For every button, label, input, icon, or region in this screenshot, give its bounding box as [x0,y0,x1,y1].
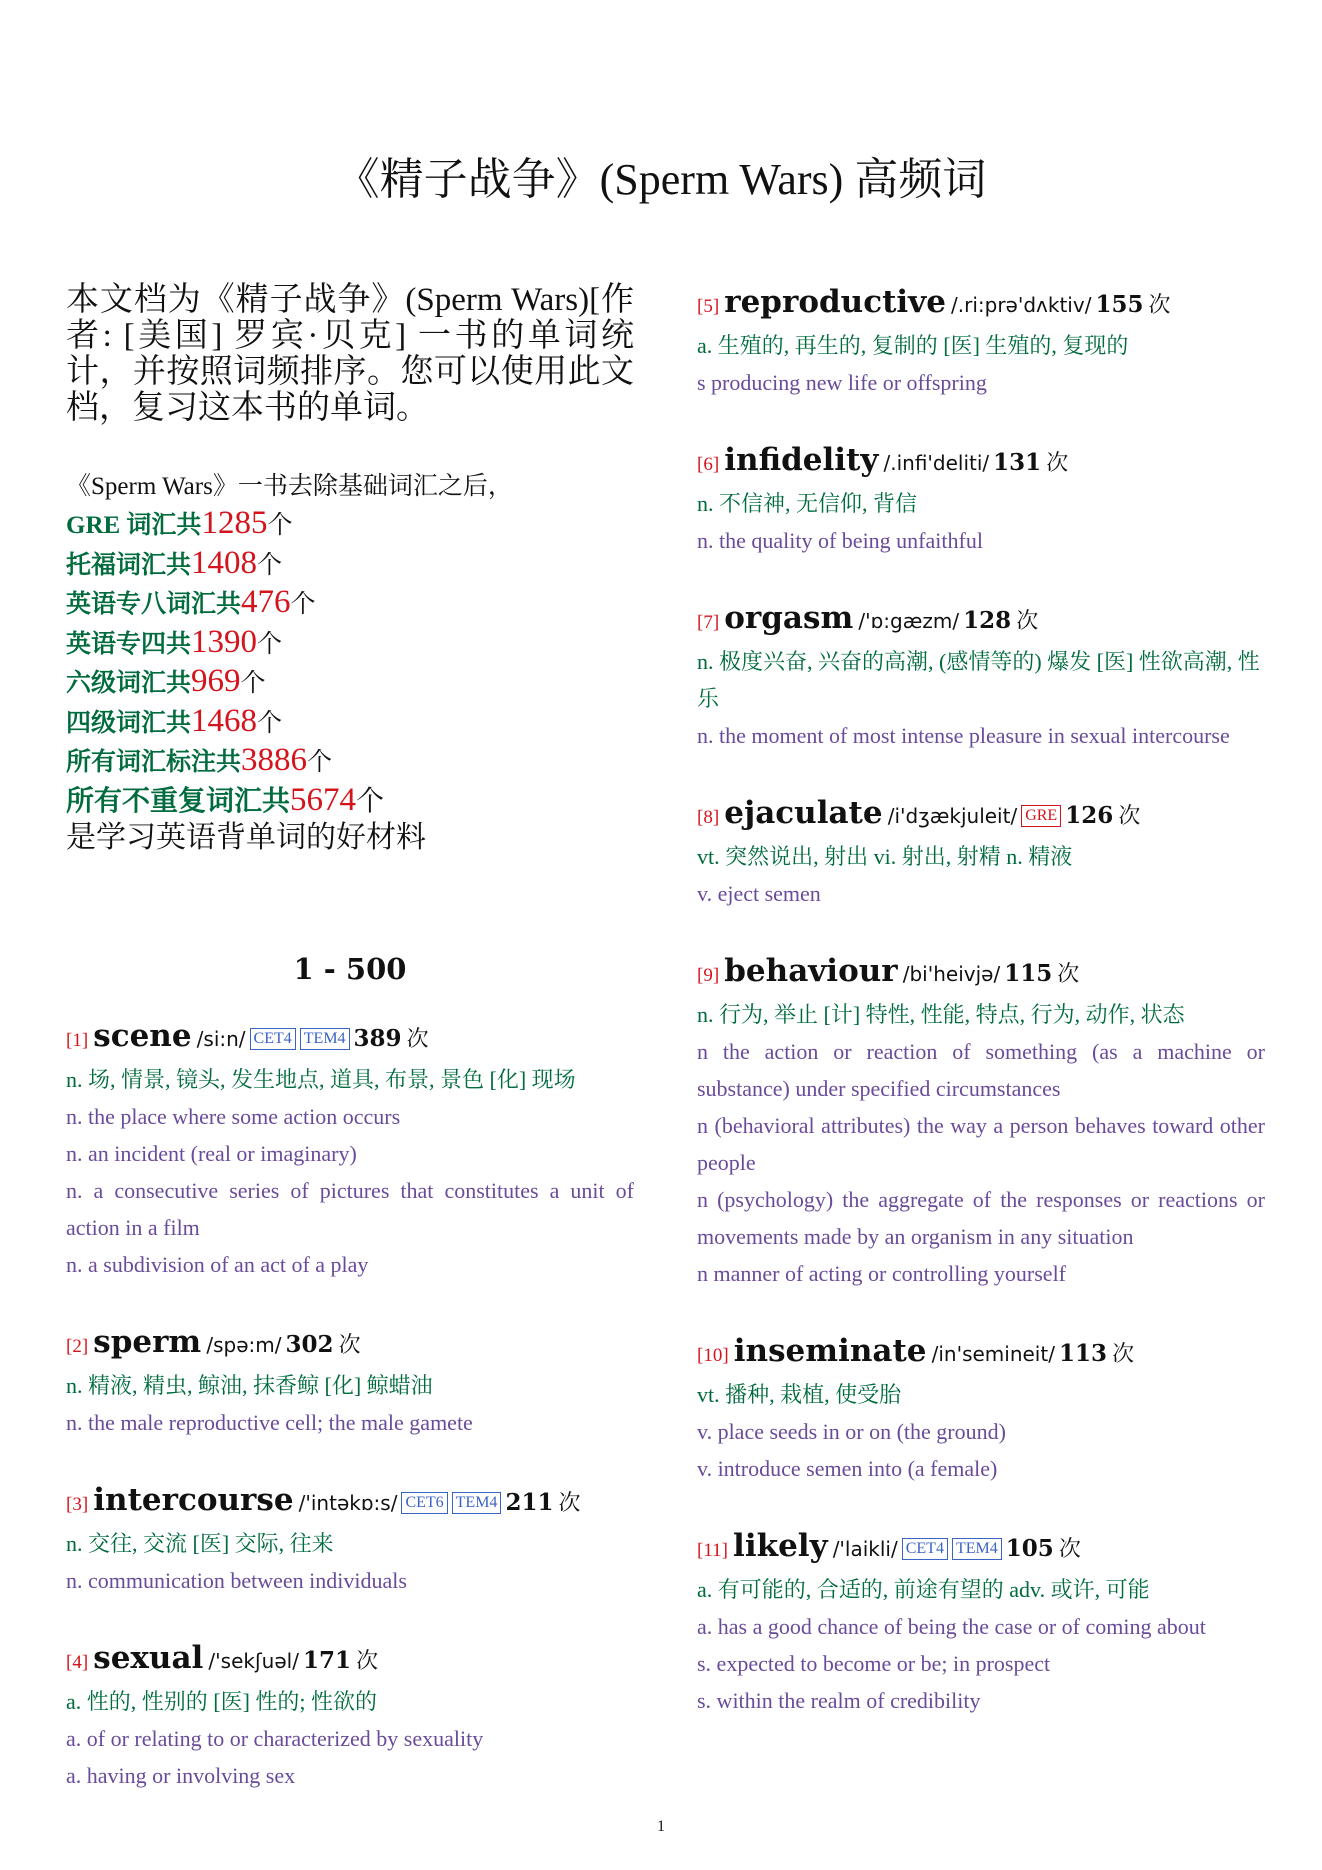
entry-index: [4] [66,1652,89,1673]
entry-header [697,951,1265,996]
stat-count: 3886 [241,742,308,778]
frequency-unit: 次 [1112,1341,1135,1366]
stat-count: 1408 [191,544,258,581]
entry-index: [10] [697,1345,729,1366]
entry-index: [1] [66,1030,89,1051]
entry-header [697,598,1265,643]
frequency-unit: 次 [356,1648,379,1673]
stat-label: 所有词汇标注共 [66,749,242,776]
entry-index: [8] [697,807,720,828]
english-definition: n (behavioral attributes) the way a person behaves toward other people [697,1113,1265,1175]
stat-row [66,545,634,585]
phonetic: /.infi'deliti/ [883,451,990,475]
word-entry [697,282,1265,401]
english-definition: a. of or relating to or characterized by sexuality [66,1726,484,1751]
stat-unit: 个 [240,670,266,697]
headword: sperm [93,1324,202,1360]
right-column [697,282,1265,1758]
exam-tag-badge: TEM4 [300,1028,350,1050]
english-definition: v. eject semen [697,881,821,906]
frequency-unit: 次 [1058,1536,1081,1561]
stat-label: 四级词汇共 [66,709,192,737]
chinese-definition: a. 性的, 性别的 [医] 性的; 性欲的 [66,1689,378,1714]
headword: orgasm [724,600,854,636]
headword: ejaculate [724,795,883,831]
chinese-definition: vt. 突然说出, 射出 vi. 射出, 射精 n. 精液 [697,844,1073,869]
stat-label: 英语专八词汇共 [66,591,242,618]
english-definition: n the action or reaction of something (as a machine or substance) under specified circumstances [697,1039,1265,1101]
word-entry [66,1322,634,1441]
stat-count: 1285 [201,505,268,541]
english-definition: n. the quality of being unfaithful [697,528,983,553]
word-entry [697,440,1265,559]
entry-index: [7] [697,612,720,633]
word-entry [697,951,1265,1292]
stats-block [66,468,634,856]
phonetic: /'ɒ:gæzm/ [858,609,960,633]
entry-header [66,1480,634,1525]
frequency-count: 126 [1065,802,1114,829]
range-heading: 1 - 500 [293,952,407,986]
stat-row [66,703,634,743]
stat-count: 476 [241,584,291,620]
stat-unit: 个 [290,591,316,618]
intro-paragraph: 本文档为《精子战争》(Sperm Wars)[作者: [美国] 罗宾·贝克] 一书的单词统计，并按照词频排序。您可以使用此文档，复习这本书的单词。 [66,282,634,426]
stat-count: 1468 [191,702,258,739]
entry-index: [2] [66,1336,89,1357]
stat-row [66,584,634,624]
word-entry [697,598,1265,754]
frequency-unit: 次 [1057,961,1080,986]
chinese-definition: vt. 播种, 栽植, 使受胎 [697,1382,902,1407]
english-definition: n. the place where some action occurs [66,1104,401,1129]
word-entry [697,1331,1265,1487]
entries-left [66,1016,634,1794]
entry-index: [11] [697,1540,728,1561]
stat-row [66,663,634,703]
stat-label: 托福词汇共 [66,551,192,579]
stat-unit: 个 [257,551,283,579]
stat-unit: 个 [257,709,283,737]
headword: infidelity [724,442,879,478]
english-definition: a. has a good chance of being the case or of coming about [697,1614,1206,1639]
chinese-definition: n. 交往, 交流 [医] 交际, 往来 [66,1531,334,1556]
headword: inseminate [733,1333,927,1369]
english-definition: s. within the realm of credibility [697,1688,981,1713]
word-entry [66,1016,634,1283]
stat-count: 969 [191,663,241,699]
chinese-definition: n. 极度兴奋, 兴奋的高潮, (感情等的) 爆发 [医] 性欲高潮, 性乐 [697,649,1260,711]
chinese-definition: n. 不信神, 无信仰, 背信 [697,491,918,516]
stats-footer: 是学习英语背单词的好材料 [66,821,426,854]
english-definition: n manner of acting or controlling yourself [697,1261,1067,1286]
stat-row [66,624,634,664]
english-definition: v. introduce semen into (a female) [697,1456,998,1481]
entry-header [697,282,1265,327]
frequency-count: 131 [993,449,1042,476]
word-entry [697,793,1265,912]
stat-unit: 个 [356,785,385,817]
stat-row [66,742,634,782]
entry-header [697,793,1265,838]
exam-tag-badge: TEM4 [452,1492,502,1514]
english-definition: a. having or involving sex [66,1763,296,1788]
chinese-definition: n. 场, 情景, 镜头, 发生地点, 道具, 布景, 景色 [化] 现场 [66,1067,576,1092]
entry-header [697,440,1265,485]
entry-index: [5] [697,296,720,317]
english-definition: n. communication between individuals [66,1568,407,1593]
entry-header [697,1526,1265,1571]
frequency-count: 389 [353,1025,402,1052]
stat-unit: 个 [267,512,293,539]
stat-label: GRE 词汇共 [66,512,202,539]
chinese-definition: a. 有可能的, 合适的, 前途有望的 adv. 或许, 可能 [697,1577,1150,1602]
stat-unit: 个 [257,630,283,658]
headword: behaviour [724,953,898,989]
frequency-count: 113 [1058,1340,1107,1367]
frequency-count: 115 [1004,960,1053,987]
word-entry [697,1526,1265,1719]
stat-label: 所有不重复词汇共 [66,785,291,817]
chinese-definition: n. 精液, 精虫, 鲸油, 抹香鲸 [化] 鲸蜡油 [66,1373,433,1398]
entry-header [66,1016,634,1061]
phonetic: /si:n/ [196,1027,246,1051]
entry-index: [3] [66,1494,89,1515]
stat-count: 1390 [191,623,258,660]
word-entry [66,1480,634,1599]
exam-tag-badge: CET4 [902,1538,948,1560]
frequency-unit: 次 [1118,803,1141,828]
frequency-count: 128 [963,607,1012,634]
exam-tag-badge: TEM4 [952,1538,1002,1560]
frequency-count: 155 [1095,291,1144,318]
headword: scene [93,1018,192,1054]
stats-rows [66,505,634,820]
phonetic: /'sekʃuəl/ [208,1649,299,1673]
phonetic: /bi'heivjə/ [902,962,1001,986]
word-entry [66,1638,634,1794]
headword: sexual [93,1640,204,1676]
english-definition: n. the moment of most intense pleasure in sexual intercourse [697,723,1230,748]
stat-label: 六级词汇共 [66,670,192,697]
chinese-definition: a. 生殖的, 再生的, 复制的 [医] 生殖的, 复现的 [697,333,1129,358]
phonetic: /i'dʒækjuleit/ [887,804,1018,828]
entry-header [66,1638,634,1683]
entry-index: [6] [697,454,720,475]
phonetic: /spə:m/ [206,1333,282,1357]
english-definition: n (psychology) the aggregate of the responses or reactions or movements made by an organism in any situation [697,1187,1265,1249]
phonetic: /.ri:prə'dʌktiv/ [951,293,1092,317]
english-definition: n. the male reproductive cell; the male gamete [66,1410,473,1435]
phonetic: /in'semineit/ [931,1342,1055,1366]
frequency-unit: 次 [406,1026,429,1051]
entry-index: [9] [697,965,720,986]
frequency-count: 211 [505,1489,554,1516]
frequency-unit: 次 [1148,292,1171,317]
headword: likely [733,1528,828,1564]
english-definition: n. a consecutive series of pictures that constitutes a unit of action in a film [66,1178,634,1240]
phonetic: /'intəkɒ:s/ [298,1491,398,1515]
entries-right [697,282,1265,1719]
english-definition: s producing new life or offspring [697,370,987,395]
frequency-count: 171 [302,1647,351,1674]
phonetic: /'laikli/ [832,1537,898,1561]
stat-row [66,782,634,821]
stat-row [66,505,634,545]
frequency-unit: 次 [558,1490,581,1515]
english-definition: s. expected to become or be; in prospect [697,1651,1051,1676]
frequency-unit: 次 [1016,608,1039,633]
entry-header [697,1331,1265,1376]
stat-count: 5674 [290,781,357,818]
page-number: 1 [657,1818,665,1835]
page-title: 《精子战争》(Sperm Wars) 高频词 [335,155,987,204]
frequency-count: 105 [1005,1535,1054,1562]
chinese-definition: n. 行为, 举止 [计] 特性, 性能, 特点, 行为, 动作, 状态 [697,1002,1185,1027]
exam-tag-badge: GRE [1021,805,1061,827]
exam-tag-badge: CET4 [250,1028,296,1050]
frequency-unit: 次 [1046,450,1069,475]
stat-unit: 个 [307,749,333,776]
stats-lead: 《Sperm Wars》一书去除基础词汇之后， [66,473,513,500]
english-definition: n. a subdivision of an act of a play [66,1252,369,1277]
entry-header [66,1322,634,1367]
english-definition: v. place seeds in or on (the ground) [697,1419,1006,1444]
headword: reproductive [724,284,946,320]
stat-label: 英语专四共 [66,630,192,658]
left-column [66,282,634,1833]
frequency-count: 302 [285,1331,334,1358]
exam-tag-badge: CET6 [401,1492,447,1514]
frequency-unit: 次 [338,1332,361,1357]
headword: intercourse [93,1482,294,1518]
english-definition: n. an incident (real or imaginary) [66,1141,357,1166]
